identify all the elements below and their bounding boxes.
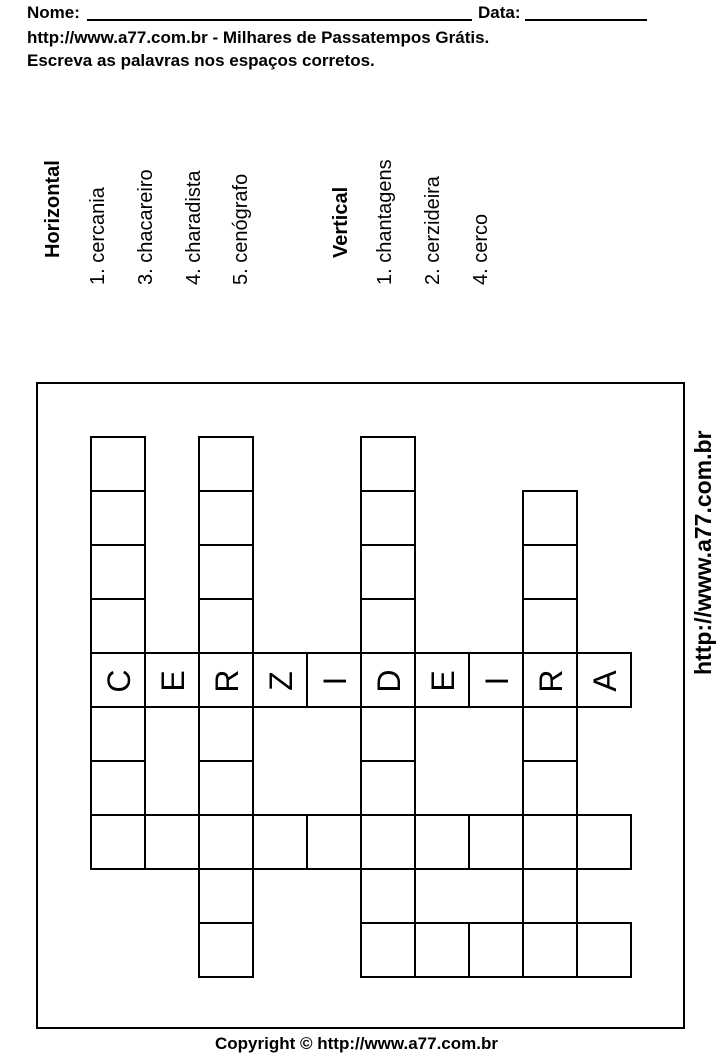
crossword-cell[interactable] <box>522 544 578 600</box>
crossword-cell[interactable] <box>252 814 308 870</box>
crossword-cell[interactable] <box>468 922 524 978</box>
crossword-cell[interactable] <box>144 652 200 708</box>
vertical-clue: 1. chantagens <box>374 159 396 285</box>
crossword-cell[interactable] <box>306 814 362 870</box>
crossword-cell[interactable] <box>306 652 362 708</box>
cell-letter: Z <box>263 671 299 691</box>
side-url: http://www.a77.com.br <box>690 430 716 675</box>
crossword-cell[interactable] <box>522 760 578 816</box>
horizontal-clue: 1. cercania <box>87 187 109 285</box>
crossword-cell[interactable] <box>198 544 254 600</box>
vertical-clue: 2. cerzideira <box>422 176 444 285</box>
crossword-cell[interactable] <box>522 598 578 654</box>
horizontal-clue: 5. cenógrafo <box>230 173 252 285</box>
crossword-cell[interactable] <box>360 814 416 870</box>
crossword-cell[interactable] <box>360 436 416 492</box>
crossword-cell[interactable] <box>522 706 578 762</box>
name-field[interactable] <box>87 19 472 21</box>
horizontal-heading: Horizontal <box>42 160 64 258</box>
crossword-cell[interactable] <box>198 436 254 492</box>
horizontal-clue: 3. chacareiro <box>135 169 157 285</box>
horizontal-clue: 4. charadista <box>183 170 205 285</box>
crossword-cell[interactable] <box>522 814 578 870</box>
crossword-cell[interactable] <box>198 868 254 924</box>
cell-letter: I <box>479 676 515 686</box>
cell-letter: R <box>533 669 569 693</box>
date-field[interactable] <box>525 19 647 21</box>
crossword-cell[interactable] <box>198 490 254 546</box>
crossword-cell[interactable] <box>198 922 254 978</box>
crossword-cell[interactable] <box>90 598 146 654</box>
crossword-cell[interactable] <box>468 814 524 870</box>
crossword-cell[interactable] <box>90 814 146 870</box>
vertical-heading: Vertical <box>330 186 352 258</box>
crossword-cell[interactable] <box>360 544 416 600</box>
crossword-cell[interactable] <box>144 814 200 870</box>
crossword-cell[interactable] <box>468 652 524 708</box>
crossword-cell[interactable] <box>198 652 254 708</box>
crossword-cell[interactable] <box>198 760 254 816</box>
crossword-cell[interactable] <box>252 652 308 708</box>
crossword-cell[interactable] <box>414 814 470 870</box>
crossword-cell[interactable] <box>360 652 416 708</box>
crossword-cell[interactable] <box>522 922 578 978</box>
crossword-cell[interactable] <box>576 814 632 870</box>
site-line: http://www.a77.com.br - Milhares de Passatempos Grátis. <box>27 28 490 47</box>
crossword-cell[interactable] <box>360 598 416 654</box>
crossword-cell[interactable] <box>522 868 578 924</box>
cell-letter: I <box>317 676 353 686</box>
crossword-cell[interactable] <box>198 598 254 654</box>
crossword-cell[interactable] <box>90 652 146 708</box>
crossword-cell[interactable] <box>198 706 254 762</box>
vertical-clue: 4. cerco <box>470 213 492 285</box>
crossword-cell[interactable] <box>90 436 146 492</box>
crossword-cell[interactable] <box>90 706 146 762</box>
crossword-cell[interactable] <box>522 652 578 708</box>
crossword-cell[interactable] <box>414 652 470 708</box>
crossword-cell[interactable] <box>576 652 632 708</box>
name-label: Nome: <box>27 3 80 22</box>
crossword-cell[interactable] <box>360 868 416 924</box>
crossword-cell[interactable] <box>360 706 416 762</box>
crossword-cell[interactable] <box>90 760 146 816</box>
crossword-cell[interactable] <box>198 814 254 870</box>
cell-letter: E <box>155 670 191 692</box>
cell-letter: A <box>587 670 623 692</box>
cell-letter: C <box>101 669 137 693</box>
crossword-cell[interactable] <box>360 760 416 816</box>
date-label: Data: <box>478 3 521 22</box>
crossword-cell[interactable] <box>522 490 578 546</box>
crossword-cell[interactable] <box>360 922 416 978</box>
crossword-cell[interactable] <box>414 922 470 978</box>
crossword-cell[interactable] <box>576 922 632 978</box>
cell-letter: R <box>209 669 245 693</box>
cell-letter: D <box>371 669 407 693</box>
crossword-cell[interactable] <box>90 490 146 546</box>
footer: Copyright © http://www.a77.com.br <box>215 1034 498 1053</box>
crossword-cell[interactable] <box>90 544 146 600</box>
crossword-cell[interactable] <box>360 490 416 546</box>
cell-letter: E <box>425 670 461 692</box>
instructions: Escreva as palavras nos espaços corretos. <box>27 51 375 70</box>
